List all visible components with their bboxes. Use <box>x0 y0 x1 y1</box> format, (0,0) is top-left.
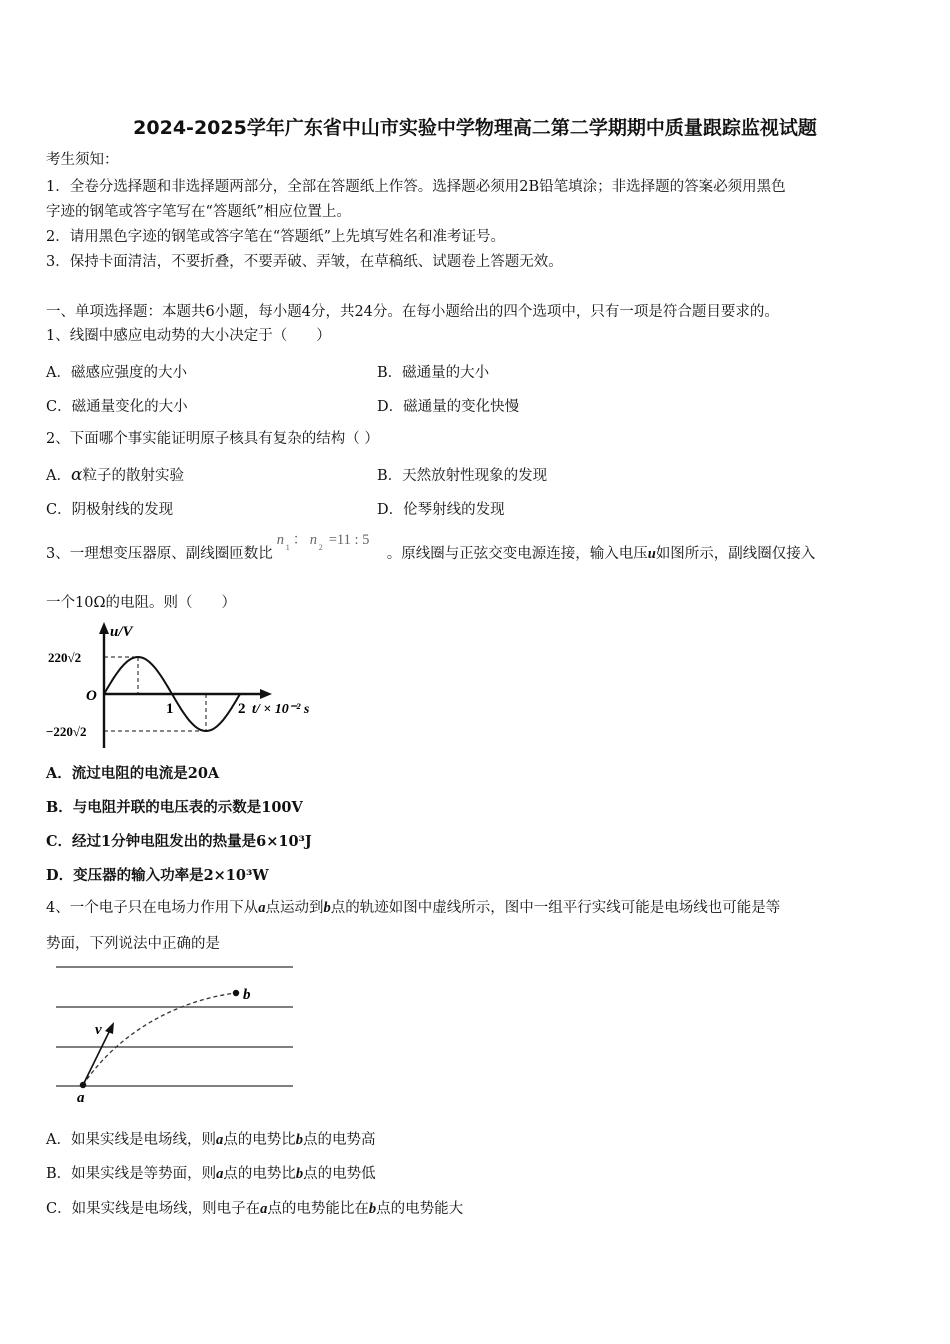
x-axis-arrow <box>260 689 272 699</box>
q4-option-a-pre: A．如果实线是电场线，则 <box>46 1132 216 1148</box>
question-2-stem: 2、下面哪个事实能证明原子核具有复杂的结构（ ） <box>46 431 379 447</box>
q4-option-c-mid: 点的电势能比在 <box>267 1201 369 1217</box>
q3-stem-part3: 如图所示，副线圈仅接入 <box>655 546 816 562</box>
page-title: 2024-2025学年广东省中山市实验中学物理高二第二学期期中质量跟踪监视试题 <box>133 117 817 139</box>
q3-option-c: C．经过1分钟电阻发出的热量是6×10³J <box>46 833 312 850</box>
q3-stem-part1: 3、一理想变压器原、副线圈匝数比 <box>46 546 273 562</box>
point-b-dot <box>233 990 239 996</box>
question-4-stem-line2: 势面，下列说法中正确的是 <box>46 936 220 952</box>
point-b-label: b <box>243 987 251 1003</box>
ratio-n1: n <box>276 532 284 548</box>
alpha-symbol: α <box>70 465 83 485</box>
y-axis-arrow <box>99 622 109 634</box>
q2-option-a-text: 粒子的散射实验 <box>82 468 184 484</box>
point-a-dot <box>80 1082 86 1088</box>
q1-option-d: D．磁通量的变化快慢 <box>377 399 520 415</box>
q4-option-a-post: 点的电势高 <box>302 1132 376 1148</box>
q3-option-d: D．变压器的输入功率是2×10³W <box>46 867 269 884</box>
ratio-value: =11 : 5 <box>328 532 370 548</box>
ratio-sub2: 2 <box>318 543 323 552</box>
question-3-stem <box>46 532 816 564</box>
point-a-ref: a <box>215 1132 224 1148</box>
ratio-n2: n <box>309 532 317 548</box>
q4-line1-a: 4、一个电子只在电场力作用下从 <box>46 900 259 916</box>
q4-option-c-post: 点的电势能大 <box>376 1201 464 1217</box>
point-b-ref: b <box>368 1201 377 1217</box>
point-a-ref: a <box>216 1166 224 1182</box>
q4-option-b-post: 点的电势低 <box>303 1166 376 1182</box>
x-axis-label: t/ × 10⁻² s <box>252 702 310 717</box>
q4-option-a <box>46 1128 375 1149</box>
q4-option-b-mid: 点的电势比 <box>223 1166 296 1182</box>
point-b-ref: b <box>295 1132 303 1148</box>
q4-option-c <box>46 1197 463 1218</box>
q2-option-c: C．阴极射线的发现 <box>46 502 174 518</box>
point-a-label: a <box>77 1090 85 1105</box>
y-min-label: −220√2 <box>46 724 87 739</box>
notice-item: 3．保持卡面清洁，不要折叠，不要弄破、弄皱，在草稿纸、试题卷上答题无效。 <box>46 254 563 270</box>
point-a-ref: a <box>258 900 266 916</box>
q4-option-c-pre: C．如果实线是电场线，则电子在 <box>46 1201 261 1217</box>
point-b-ref: b <box>295 1166 304 1182</box>
q2-option-a-prefix: A． <box>46 468 71 484</box>
q2-option-a <box>46 464 184 485</box>
turns-ratio <box>273 532 387 564</box>
q3-stem-part2: 。原线圈与正弦交变电源连接，输入电压 <box>386 546 648 562</box>
q4-option-a-mid: 点的电势比 <box>223 1132 296 1148</box>
question-3-stem-line2: 一个10Ω的电阻。则（ ） <box>46 595 236 611</box>
q3-option-a: A．流过电阻的电流是20A <box>46 765 220 782</box>
section-heading: 一、单项选择题：本题共6小题，每小题4分，共24分。在每小题给出的四个选项中，只有一项是符合题目要求的。 <box>46 304 779 320</box>
q2-option-d: D．伦琴射线的发现 <box>377 502 505 518</box>
q4-line1-c: 点的轨迹如图中虚线所示，图中一组平行实线可能是电场线也可能是等 <box>330 900 781 916</box>
u-symbol: u <box>647 546 656 562</box>
velocity-arrowhead <box>105 1022 114 1034</box>
ratio-sep: ： <box>292 532 308 548</box>
q3-option-b: B．与电阻并联的电压表的示数是100V <box>46 799 303 816</box>
point-a-ref: a <box>260 1201 268 1217</box>
q4-option-b-pre: B．如果实线是等势面，则 <box>46 1166 217 1182</box>
x-tick-2: 2 <box>238 701 246 717</box>
notice-heading: 考生须知： <box>46 152 119 168</box>
q4-line1-b: 点运动到 <box>265 900 324 916</box>
q2-option-b: B．天然放射性现象的发现 <box>377 468 548 484</box>
q4-option-b <box>46 1162 376 1183</box>
y-axis-label: u/V <box>110 624 133 640</box>
notice-item: 2．请用黑色字迹的钢笔或答字笔在“答题纸”上先填写姓名和准考证号。 <box>46 229 506 245</box>
question-1-stem: 1、线圈中感应电动势的大小决定于（ ） <box>46 328 331 344</box>
notice-item: 字迹的钢笔或答字笔写在“答题纸”相应位置上。 <box>46 204 351 220</box>
y-max-label: 220√2 <box>48 650 82 665</box>
q1-option-c: C．磁通量变化的大小 <box>46 399 188 415</box>
ratio-sub1: 1 <box>285 543 290 552</box>
notice-item: 1．全卷分选择题和非选择题两部分，全部在答题纸上作答。选择题必须用2B铅笔填涂；非选择题的答案必须用黑色 <box>46 179 786 195</box>
q1-option-b: B．磁通量的大小 <box>377 365 490 381</box>
question-4-stem <box>46 898 780 918</box>
voltage-time-graph <box>46 620 346 755</box>
point-b-ref: b <box>323 900 331 916</box>
x-tick-1: 1 <box>166 701 174 717</box>
velocity-label: v <box>95 1022 102 1038</box>
q1-option-a: A．磁感应强度的大小 <box>46 365 187 381</box>
electron-trajectory-figure <box>50 960 300 1105</box>
origin-label: O <box>86 688 97 704</box>
